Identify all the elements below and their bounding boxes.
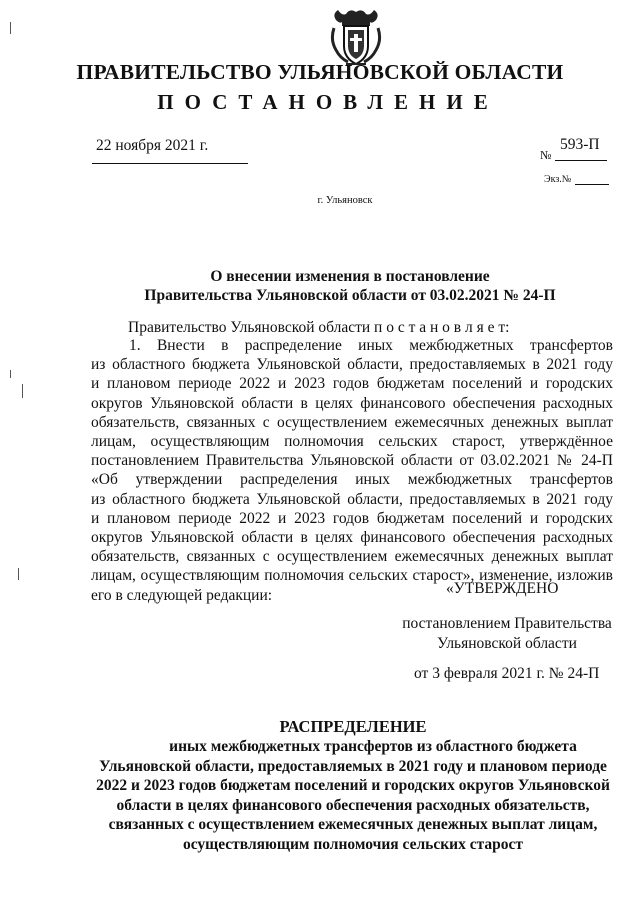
- paragraph-line: обязательств, связанных с осуществлением ежемесячных денежных выплат: [91, 548, 613, 566]
- decree-number: 593-П: [560, 136, 600, 153]
- approval-authority: [402, 614, 612, 654]
- paragraph-line: округов Ульяновской области в целях финансового обеспечения расходных: [91, 394, 613, 412]
- paragraph-line: округов Ульяновской области в целях финансового обеспечения расходных: [91, 529, 613, 547]
- paragraph-line: лицам, осуществляющим полномочия сельских старост, утверждённое: [91, 433, 613, 451]
- paragraph-line: 1. Внести в распределение иных межбюджетных трансфертов: [129, 337, 613, 354]
- paragraph-line: его в следующей редакции:: [91, 586, 273, 604]
- paragraph-line: постановлением Правительства Ульяновской области от 03.02.2021 № 24-П: [91, 452, 613, 470]
- decree-date: 22 ноября 2021 г.: [96, 137, 209, 154]
- approval-line: Ульяновской области: [437, 635, 577, 652]
- paragraph-line: из областного бюджета Ульяновской области, предоставляемых в 2021 году: [91, 356, 613, 374]
- approval-stamp: «УТВЕРЖДЕНО: [446, 580, 559, 597]
- number-underline: [555, 160, 607, 161]
- copy-number-label: Экз.№: [544, 174, 572, 185]
- paragraph-1: [91, 336, 613, 605]
- paragraph-line: «Об утверждении распределения иных межбюджетных трансфертов: [91, 471, 613, 489]
- preamble: Правительство Ульяновской области п о с т а н о в л я е т:: [128, 319, 510, 336]
- paragraph-line: обязательств, связанных с осуществлением ежемесячных денежных выплат: [91, 413, 613, 431]
- decree-subject: [110, 267, 590, 305]
- distribution-line: Ульяновской области, предоставляемых в 2021 году и плановом периоде: [99, 757, 607, 775]
- distribution-line: связанных с осуществлением ежемесячных денежных выплат лицам,: [108, 816, 598, 833]
- scan-mark: [22, 384, 23, 398]
- coat-of-arms-icon: [330, 6, 382, 68]
- paragraph-line: лицам, осуществляющим полномочия сельских старост», изменение, изложив: [91, 567, 613, 585]
- scan-mark: [18, 568, 19, 580]
- number-label: №: [540, 148, 552, 162]
- document-type: ПОСТАНОВЛЕНИЕ: [157, 90, 499, 114]
- distribution-line: осуществляющим полномочия сельских старост: [182, 835, 524, 853]
- distribution-line: иных межбюджетных трансфертов из областного бюджета: [169, 738, 577, 755]
- copy-number-line: [575, 184, 609, 185]
- city: г. Ульяновск: [317, 195, 373, 206]
- date-underline: [92, 163, 248, 164]
- paragraph-line: и плановом периоде 2022 и 2023 годов бюджетам поселений и городских: [91, 509, 613, 527]
- distribution-title: РАСПРЕДЕЛЕНИЕ: [279, 717, 427, 736]
- distribution-line: 2022 и 2023 годов бюджетам поселений и городских округов Ульяновской: [96, 777, 610, 794]
- scan-mark: [10, 22, 11, 34]
- organization-title: ПРАВИТЕЛЬСТВО УЛЬЯНОВСКОЙ ОБЛАСТИ: [76, 60, 564, 84]
- scan-mark: [10, 370, 11, 378]
- subject-line: Правительства Ульяновской области от 03.02.2021 № 24-П: [144, 287, 556, 304]
- paragraph-line: из областного бюджета Ульяновской области, предоставляемых в 2021 году: [91, 490, 613, 508]
- subject-line: О внесении изменения в постановление: [210, 268, 490, 285]
- approval-line: постановлением Правительства: [402, 615, 612, 632]
- distribution-line: области в целях финансового обеспечения расходных обязательств,: [116, 796, 590, 814]
- paragraph-line: и плановом периоде 2022 и 2023 годов бюджетам поселений и городских: [91, 375, 613, 393]
- distribution-description: [86, 737, 620, 854]
- approval-date: от 3 февраля 2021 г. № 24-П: [414, 665, 600, 682]
